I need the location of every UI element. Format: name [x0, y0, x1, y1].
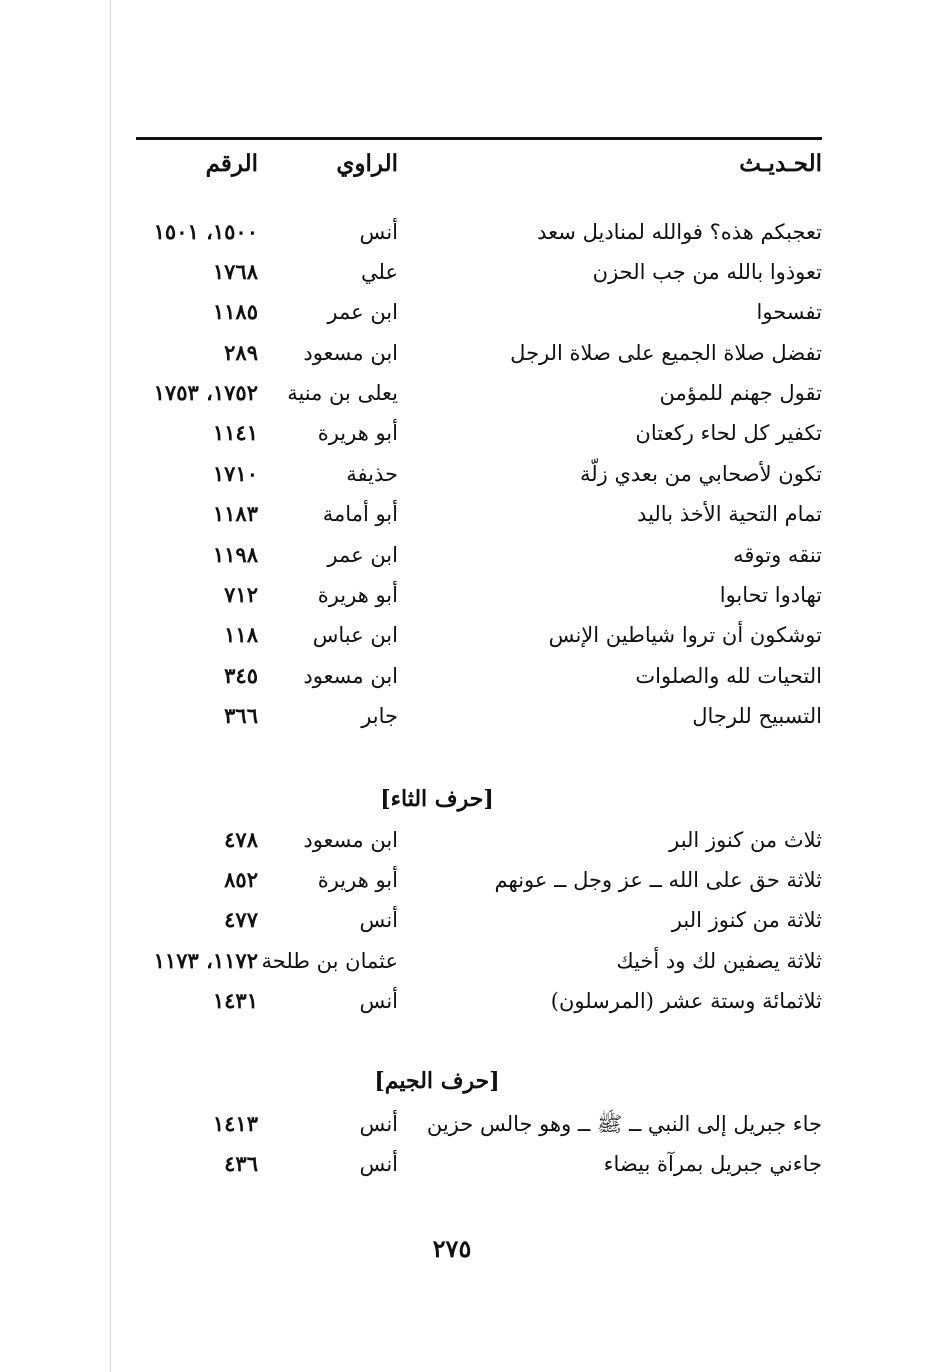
header-rawi: الراوي [336, 150, 398, 177]
table-row [132, 456, 822, 492]
table-row [132, 496, 822, 532]
table-row [132, 862, 822, 898]
entry-number: ١٥٠٠، ١٥٠١ [153, 219, 258, 244]
header-number: الرقم [205, 150, 258, 177]
entry-number: ١٤١٣ [212, 1111, 258, 1136]
narrator: أبو هريرة [317, 583, 398, 607]
entry-number: ١١٨ [224, 622, 258, 647]
hadith-text: تعجبكم هذه؟ فوالله لمناديل سعد [537, 220, 822, 244]
hadith-text: تمام التحية الأخذ باليد [637, 502, 822, 526]
table-row [132, 698, 822, 734]
hadith-text: تنقه وتوقه [733, 543, 822, 567]
binding-margin-line [110, 0, 111, 1372]
narrator: ابن عباس [312, 623, 398, 647]
narrator: أنس [359, 1112, 398, 1136]
narrator: عثمان بن طلحة [261, 949, 398, 973]
hadith-text: تقول جهنم للمؤمن [659, 381, 822, 405]
table-row [132, 658, 822, 694]
table-row [132, 577, 822, 613]
entry-number: ٢٨٩ [224, 340, 258, 365]
hadith-text: ثلاثة من كنوز البر [671, 908, 822, 932]
hadith-text: جاءني جبريل بمرآة بيضاء [603, 1152, 822, 1176]
entry-number: ١١٩٨ [212, 542, 258, 567]
header-rule [136, 137, 822, 140]
narrator: أنس [359, 989, 398, 1013]
hadith-text: تكفير كل لحاء ركعتان [635, 421, 822, 445]
narrator: أبو هريرة [317, 868, 398, 892]
narrator: ابن مسعود [303, 341, 398, 365]
table-row [132, 294, 822, 330]
narrator: حذيفة [346, 462, 398, 486]
hadith-text: ثلاثة يصفين لك ود أخيك [616, 949, 822, 973]
narrator: ابن عمر [327, 543, 398, 567]
entry-number: ٤٧٧ [224, 907, 258, 932]
section-heading-jeem: [حرف الجيم] [374, 1068, 500, 1094]
hadith-text: ثلاثة حق على الله ــ عز وجل ــ عونهم [494, 868, 822, 892]
entry-number: ١٧٥٢، ١٧٥٣ [153, 380, 258, 405]
table-row [132, 1146, 822, 1182]
entry-number: ٧١٢ [224, 582, 258, 607]
entry-number: ١١٨٥ [212, 299, 258, 324]
table-row [132, 415, 822, 451]
hadith-text: التسبيح للرجال [692, 704, 822, 728]
hadith-text: جاء جبريل إلى النبي ــ ﷺ ــ وهو جالس حزين [426, 1112, 822, 1136]
table-row [132, 902, 822, 938]
narrator: ابن عمر [327, 300, 398, 324]
entry-number: ١١٧٢، ١١٧٣ [153, 948, 258, 973]
table-row [132, 375, 822, 411]
table-row [132, 617, 822, 653]
page-number: ٢٧٥ [432, 1234, 472, 1263]
table-row [132, 1106, 822, 1142]
entry-number: ٤٧٨ [224, 827, 258, 852]
table-row [132, 983, 822, 1019]
narrator: أنس [359, 1152, 398, 1176]
entry-number: ١٤٣١ [212, 988, 258, 1013]
hadith-text: تهادوا تحابوا [719, 583, 822, 607]
header-hadith: الحـديـث [739, 150, 822, 177]
hadith-text: تعوذوا بالله من جب الحزن [592, 260, 822, 284]
entry-number: ١٧١٠ [212, 461, 258, 486]
entry-number: ٣٤٥ [224, 663, 258, 688]
table-row [132, 537, 822, 573]
table-row [132, 335, 822, 371]
table-row [132, 254, 822, 290]
entry-number: ٤٣٦ [224, 1151, 258, 1176]
table-row [132, 822, 822, 858]
hadith-text: ثلاث من كنوز البر [669, 828, 822, 852]
index-page [132, 0, 822, 1372]
narrator: أنس [359, 908, 398, 932]
narrator: أنس [359, 220, 398, 244]
hadith-text: ثلاثمائة وستة عشر (المرسلون) [550, 989, 822, 1013]
hadith-text: تكون لأصحابي من بعدي زلّة [580, 462, 822, 486]
hadith-text: التحيات لله والصلوات [635, 664, 822, 688]
table-row [132, 943, 822, 979]
narrator: جابر [361, 704, 398, 728]
entry-number: ١١٨٣ [212, 501, 258, 526]
entry-number: ٨٥٢ [224, 867, 258, 892]
table-row [132, 214, 822, 250]
narrator: ابن مسعود [303, 828, 398, 852]
hadith-text: تفضل صلاة الجميع على صلاة الرجل [510, 341, 822, 365]
table-header [132, 150, 822, 186]
section-heading-tha: [حرف الثاء] [380, 786, 494, 812]
narrator: أبو هريرة [317, 421, 398, 445]
entry-number: ٣٦٦ [224, 703, 258, 728]
entry-number: ١١٤١ [212, 420, 258, 445]
narrator: علي [361, 260, 398, 284]
hadith-text: تفسحوا [756, 300, 822, 324]
narrator: يعلى بن منية [287, 381, 398, 405]
narrator: أبو أمامة [322, 502, 398, 526]
hadith-text: توشكون أن تروا شياطين الإنس [548, 623, 822, 647]
narrator: ابن مسعود [303, 664, 398, 688]
entry-number: ١٧٦٨ [212, 259, 258, 284]
